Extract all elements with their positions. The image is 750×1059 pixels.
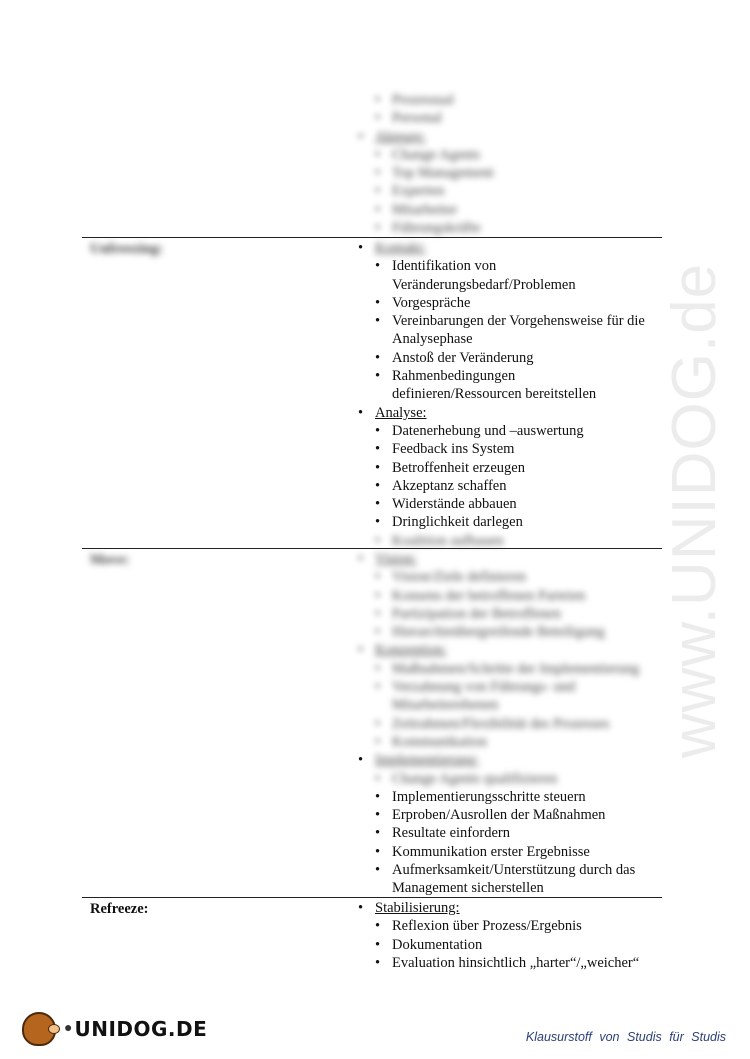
list-item: • Personal <box>375 109 645 127</box>
row-divider <box>82 548 662 549</box>
item-list <box>375 917 645 972</box>
watermark-text: www.UNIDOG.de <box>660 262 730 758</box>
category-name: Stabilisierung: <box>375 900 460 916</box>
list-item: • Partizipation der Betroffenen <box>375 605 645 623</box>
list-item: • Vision/Ziele definieren <box>375 568 645 586</box>
category-akteure <box>358 128 645 238</box>
list-item: • Change Agents <box>375 146 645 164</box>
phase-label-refreeze: Refreeze: <box>90 901 149 917</box>
paw-icon: ● <box>64 1021 73 1036</box>
list-item: • Feedback ins System <box>375 440 645 458</box>
list-item: • Mitarbeiter <box>375 201 645 219</box>
item-list <box>358 91 645 128</box>
item-list <box>375 146 645 237</box>
category-name: Kontakt: <box>375 240 426 256</box>
item-list <box>375 568 645 641</box>
list-item: • Datenerhebung und –auswertung <box>375 422 645 440</box>
list-item: • Identifikation von Veränderungsbedarf/Problemen <box>375 257 645 294</box>
footer-caption: Klausurstoff von Studis für Studis <box>525 1030 726 1044</box>
category-list <box>358 91 645 237</box>
item-list <box>375 660 645 751</box>
list-item: • Change Agents qualifizieren <box>375 770 645 788</box>
list-item: • Vereinbarungen der Vorgehensweise für die Analysephase <box>375 312 645 349</box>
row-divider <box>82 237 662 238</box>
watermark <box>640 262 750 758</box>
category-analyse <box>358 404 645 550</box>
list-item: • Vorgespräche <box>375 294 645 312</box>
category-name: Implementierung: <box>375 752 479 769</box>
category-name: Akteure: <box>375 128 426 145</box>
category-name: Analyse: <box>375 404 427 421</box>
list-item: • Zeitrahmen/Flexibilität des Prozesses <box>375 715 645 733</box>
logo-text: UNIDOG.DE <box>74 1017 208 1041</box>
list-item: • Dokumentation <box>375 936 645 954</box>
category-stabilisierung <box>358 899 645 972</box>
list-item: • Evaluation hinsichtlich „harter“/„weicher“ <box>375 954 645 972</box>
item-list <box>375 257 645 403</box>
phase-label-move: Move: <box>90 552 130 568</box>
list-item: • Betroffenheit erzeugen <box>375 459 645 477</box>
category-name: Konzeption: <box>375 642 447 659</box>
category-continuation <box>358 91 645 128</box>
list-item: • Dringlichkeit darlegen <box>375 513 645 531</box>
category-implementierung <box>358 751 645 897</box>
list-item: • Top Management <box>375 164 645 182</box>
list-item: • Widerstände abbauen <box>375 495 645 513</box>
list-item: • Maßnahmen/Schritte der Implementierung <box>375 660 645 678</box>
category-name: Vision: <box>375 551 417 567</box>
unidog-logo[interactable] <box>22 1012 207 1046</box>
list-item: • Kommunikation erster Ergebnisse <box>375 843 645 861</box>
list-item: • Erproben/Ausrollen der Maßnahmen <box>375 806 645 824</box>
list-item: • Führungskräfte <box>375 219 645 237</box>
row-divider <box>82 897 662 898</box>
list-item: • Koalition aufbauen <box>375 532 645 550</box>
list-item: • Akzeptanz schaffen <box>375 477 645 495</box>
list-item: • Prozessual <box>375 91 645 109</box>
list-item: • Hierarchieübergreifende Beteiligung <box>375 623 645 641</box>
list-item: • Kommunikation <box>375 733 645 751</box>
item-list <box>375 770 645 898</box>
list-item: • Anstoß der Veränderung <box>375 349 645 367</box>
list-item: • Experten <box>375 182 645 200</box>
dog-icon <box>22 1012 56 1046</box>
category-kontakt <box>358 239 645 404</box>
category-vision <box>358 550 645 641</box>
list-item: • Verzahnung von Führungs- und Mitarbeiterebenen <box>375 678 645 715</box>
list-item: • Rahmenbedingungen definieren/Ressourcen bereitstellen <box>375 367 645 404</box>
category-list <box>358 239 645 550</box>
category-list <box>358 550 645 898</box>
list-item: • Implementierungsschritte steuern <box>375 788 645 806</box>
list-item: • Resultate einfordern <box>375 824 645 842</box>
list-item: • Reflexion über Prozess/Ergebnis <box>375 917 645 935</box>
list-item: • Konsens der betroffenen Parteien <box>375 587 645 605</box>
item-list <box>375 422 645 550</box>
phase-label-unfreezing: Unfreezing: <box>90 241 164 257</box>
list-item: • Aufmerksamkeit/Unterstützung durch das Management sicherstellen <box>375 861 645 898</box>
category-konzeption <box>358 641 645 751</box>
category-list <box>358 899 645 972</box>
